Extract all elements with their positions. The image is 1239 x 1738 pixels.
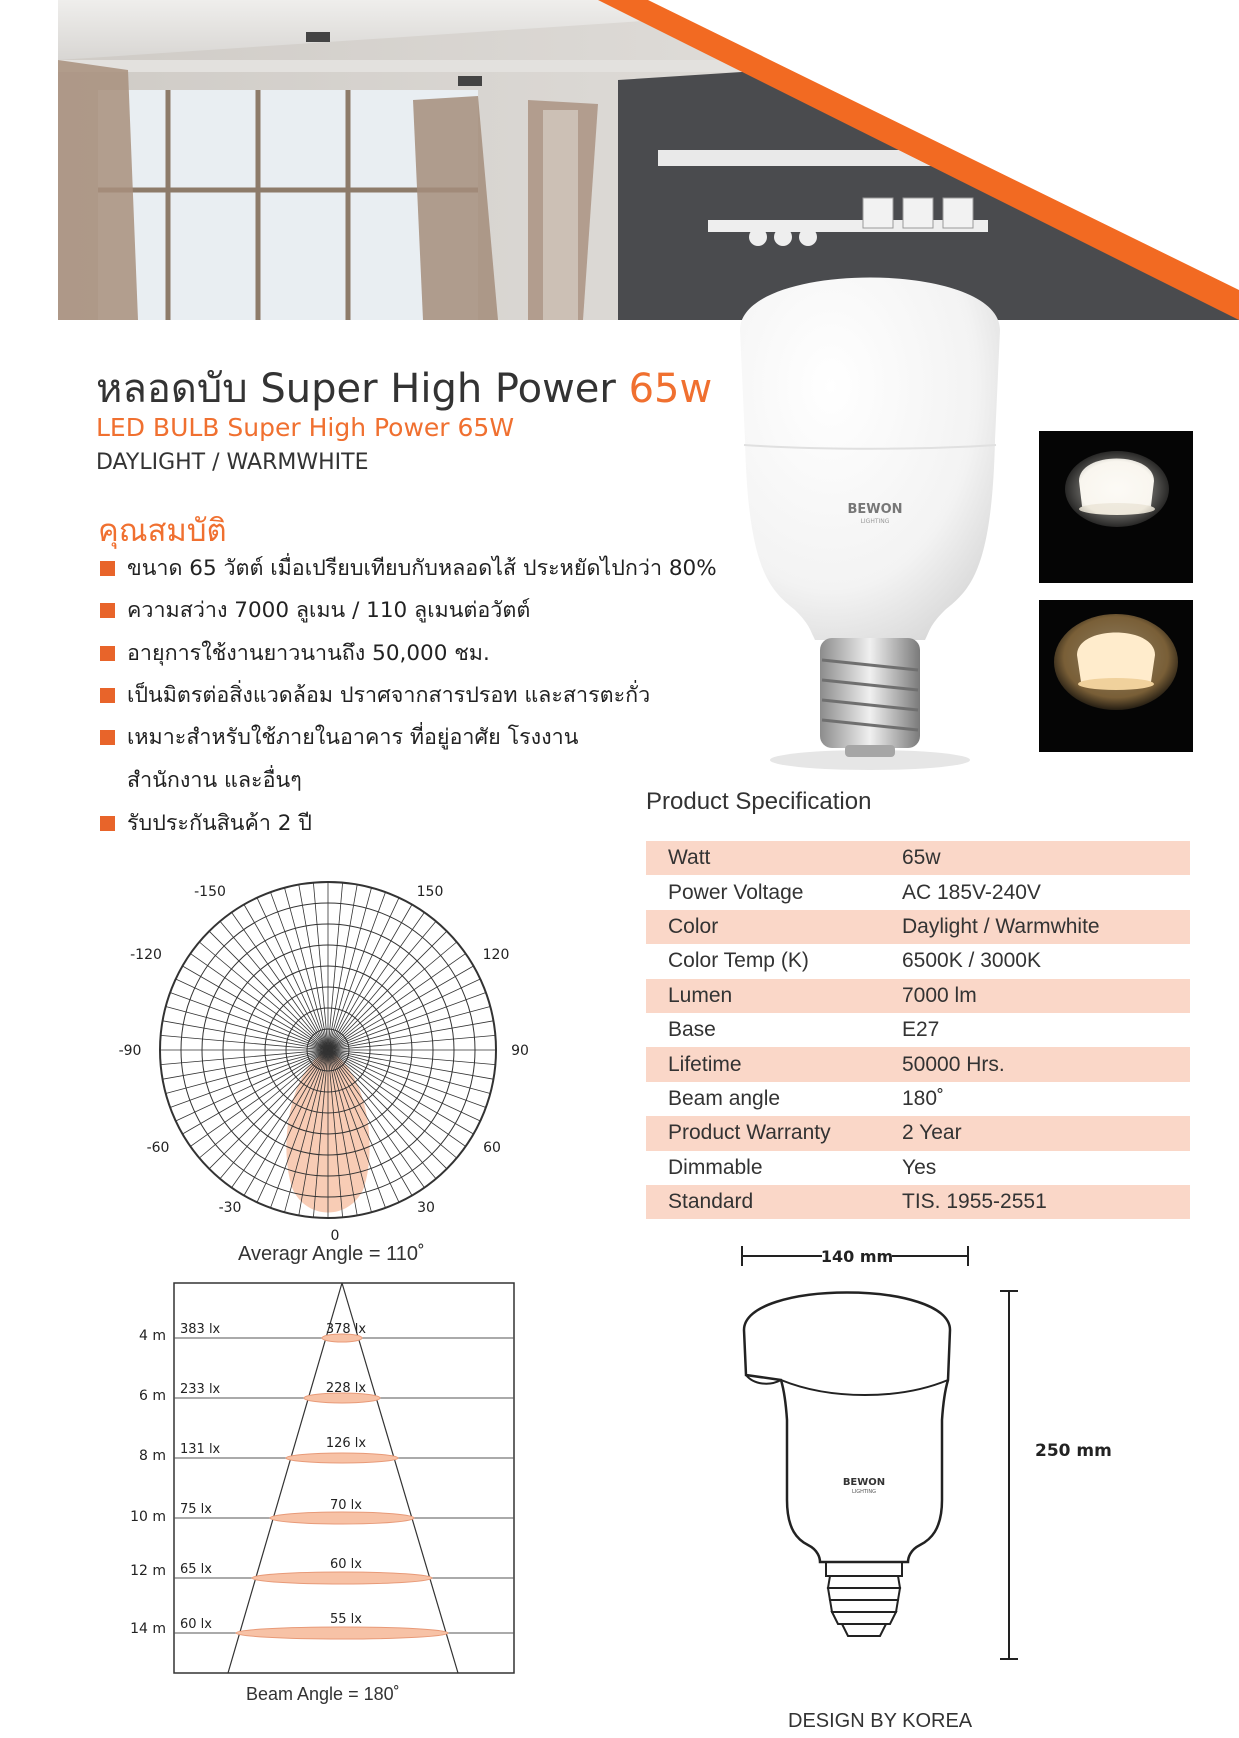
room-illustration — [58, 0, 1239, 320]
bulb-brand-logo: BEWON — [847, 502, 903, 517]
polar-label: 150 — [416, 884, 444, 900]
beam-side-lux: 60 lx — [180, 1617, 212, 1632]
properties-heading: คุณสมบัติ — [98, 513, 227, 549]
beam-distance: 4 m — [139, 1328, 166, 1344]
spec-row: Dimmable Yes — [668, 1155, 937, 1179]
feature-item-continued: สำนักงาน และอื่นๆ — [127, 768, 302, 793]
polar-label: 120 — [482, 947, 510, 963]
spec-row: Lumen 7000 lm — [646, 979, 1190, 1013]
spec-row: Color Daylight / Warmwhite — [646, 910, 1190, 944]
beam-distance: 10 m — [130, 1509, 166, 1525]
dimension-brand-logo: BEWON — [842, 1477, 886, 1488]
feature-item: เป็นมิตรต่อสิ่งแวดล้อม ปราศจากสารปรอท และสารตะกั่ว — [100, 678, 650, 712]
polar-label: 90 — [511, 1043, 529, 1059]
spec-row: Base E27 — [668, 1018, 940, 1042]
polar-label: 0 — [330, 1228, 340, 1244]
polar-label: -30 — [218, 1200, 242, 1216]
beam-center-lux: 60 lx — [330, 1557, 362, 1572]
width-dimension: 140 mm — [820, 1247, 894, 1266]
hero-banner — [58, 0, 1239, 320]
polar-label: -120 — [130, 947, 162, 963]
polar-distribution-diagram — [110, 870, 550, 1250]
polar-label: -60 — [146, 1140, 170, 1156]
beam-distance: 8 m — [139, 1448, 166, 1464]
spec-row: Watt 65w — [646, 841, 1190, 875]
feature-item: ความสว่าง 7000 ลูเมน / 110 ลูเมนต่อวัตต์ — [100, 593, 530, 627]
spec-row: Power Voltage AC 185V-240V — [668, 880, 1041, 904]
beam-side-lux: 233 lx — [180, 1382, 221, 1397]
spec-table — [646, 841, 1190, 1219]
svg-text:LIGHTING: LIGHTING — [860, 518, 890, 525]
feature-item: เหมาะสำหรับใช้ภายในอาคาร ที่อยู่อาศัย โรงงาน — [100, 720, 578, 754]
feature-item: อายุการใช้งานยาวนานถึง 50,000 ชม. — [100, 636, 490, 670]
beam-side-lux: 75 lx — [180, 1502, 212, 1517]
beam-side-lux: 383 lx — [180, 1322, 221, 1337]
design-credit: DESIGN BY KOREA — [788, 1710, 973, 1732]
height-dimension: 250 mm — [1035, 1441, 1112, 1461]
polar-label: -90 — [118, 1043, 142, 1059]
warmwhite-photo — [1039, 600, 1193, 752]
daylight-photo — [1039, 431, 1193, 583]
beam-side-lux: 131 lx — [180, 1442, 221, 1457]
beam-illuminance-diagram — [110, 1278, 530, 1678]
beam-center-lux: 378 lx — [325, 1322, 367, 1337]
polar-label: -150 — [194, 884, 226, 900]
product-bulb-image — [700, 240, 1030, 780]
beam-center-lux: 55 lx — [330, 1612, 362, 1627]
beam-center-lux: 70 lx — [330, 1498, 362, 1513]
dimension-brand-sub: LIGHTING — [851, 1489, 877, 1495]
bullet-square-icon — [100, 646, 115, 661]
bullet-square-icon — [100, 688, 115, 703]
spec-row: Color Temp (K) 6500K / 3000K — [668, 949, 1041, 973]
spec-row: Standard TIS. 1955-2551 — [646, 1185, 1190, 1219]
product-title-english: LED BULB Super High Power 65W — [96, 413, 515, 442]
polar-label: 30 — [417, 1200, 435, 1216]
feature-item: รับประกันสินค้า 2 ปี — [100, 806, 312, 840]
beam-caption: Beam Angle = 180˚ — [246, 1684, 400, 1704]
beam-distance: 12 m — [130, 1563, 166, 1579]
beam-center-lux: 126 lx — [325, 1436, 367, 1451]
polar-caption: Averagr Angle = 110˚ — [238, 1243, 425, 1265]
product-title-thai: หลอดบับ Super High Power 65w — [96, 366, 713, 412]
bullet-square-icon — [100, 603, 115, 618]
color-options-subtitle: DAYLIGHT / WARMWHITE — [96, 450, 369, 475]
polar-label: 60 — [483, 1140, 501, 1156]
bullet-square-icon — [100, 816, 115, 831]
spec-row: Lifetime 50000 Hrs. — [646, 1047, 1190, 1081]
dimension-drawing — [730, 1240, 1112, 1690]
beam-distance: 14 m — [130, 1621, 166, 1637]
beam-center-lux: 228 lx — [325, 1381, 367, 1396]
feature-item: ขนาด 65 วัตต์ เมื่อเปรียบเทียบกับหลอดไส้ ประหยัดไปกว่า 80% — [100, 551, 717, 585]
bullet-square-icon — [100, 730, 115, 745]
spec-row: Beam angle 180˚ — [668, 1086, 945, 1110]
spec-heading: Product Specification — [646, 788, 872, 815]
beam-side-lux: 65 lx — [180, 1562, 212, 1577]
spec-row: Product Warranty 2 Year — [646, 1116, 1190, 1150]
beam-distance: 6 m — [139, 1388, 166, 1404]
wattage-highlight: 65w — [628, 366, 713, 412]
bullet-square-icon — [100, 561, 115, 576]
